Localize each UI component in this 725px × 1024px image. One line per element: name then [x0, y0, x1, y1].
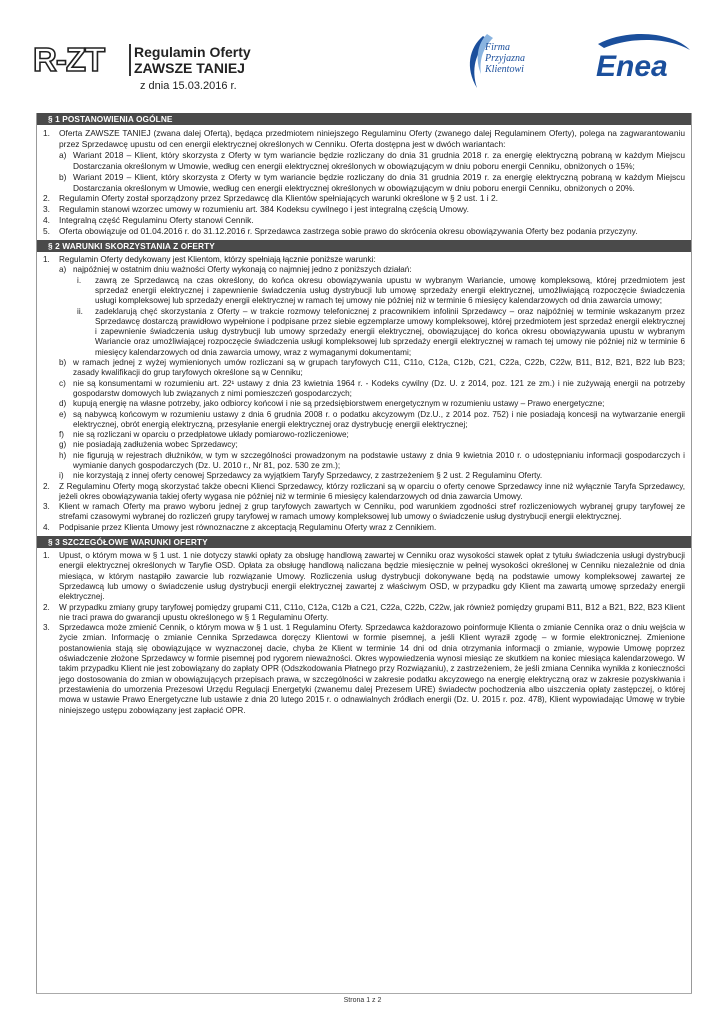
section-2-body — [37, 252, 691, 536]
list-item: 4. Podpisanie przez Klienta Umowy jest równoznaczne z akceptacją Regulaminu Oferty wraz z Cennikiem. — [43, 522, 437, 532]
friendly-company-badge — [455, 30, 525, 97]
page-number: Strona 1 z 2 — [343, 997, 382, 1004]
header-divider — [129, 44, 131, 76]
rzt-logo — [31, 42, 123, 81]
list-item: b) Wariant 2019 – Klient, który skorzysta z Oferty w tym wariancie będzie rozliczany do dnia 31 grudnia 2019 r. za energię elektryczną pobraną w każdym Miejscu Dostarczania określonym w Umowie, według cen energii elektrycznej określonych w obowiązującym w dniu poboru energii Cenniku, obniżonych o 20%. — [59, 171, 685, 193]
title-line-1: Regulamin Oferty — [134, 44, 251, 60]
rzt-logo-text: R-ZT — [33, 42, 105, 76]
section-3-body — [37, 548, 691, 719]
section-3-header: § 3 SZCZEGÓŁOWE WARUNKI OFERTY — [37, 536, 691, 548]
list-item: b) w ramach jednej z wyżej wymienionych umów rozliczani są w grupach taryfowych C11, C11o, C12a, C12b, C21, C22a, C22b, C22w, B11, B12, B21, B22 lub B23; zasady kwalifikacji do grup taryfowych określone są w Cenniku; — [59, 358, 685, 378]
list-item: 2. Z Regulaminu Oferty mogą skorzystać także obecni Klienci Sprzedawcy, którzy rozliczani są w oparciu o oferty cenowe Sprzedawcy inne niż wyłącznie Taryfa Sprzedawcy, jeżeli okres obowiązywania takiej oferty wygasa nie później niż w terminie 6 miesięcy kalendarzowych od dnia zawarcia Umowy. — [43, 481, 685, 501]
list-item: 4. Integralną część Regulaminu Oferty stanowi Cennik. — [43, 215, 254, 226]
enea-arc-icon — [598, 34, 690, 50]
list-item: d) kupują energię na własne potrzeby, jako odbiorcy końcowi i nie są przedsiębiorstwem energetycznym w rozumieniu ustawy – Prawo energetyczne; — [59, 399, 605, 409]
list-item: ii. zadeklarują chęć skorzystania z Oferty – w trakcie rozmowy telefonicznej z pracownikiem infolinii Sprzedawcy – oraz najpóźniej w terminie wskazanym przez Sprzedawcę dostarczą prawidłowo wypełnione i podpisane przez siebie egzemplarze umowy kompleksowej, której przedmiotem jest sprzedaż energii elektrycznej i zapewnienie świadczenia usług dystrybucji lub umowy sprzedaży energii elektrycznej, obowiązującej do końca okresu obowiązywania upustu w wybranym Wariancie oraz umożliwiającej rozpoczęcie świadczenia usługi kompleksowej lub sprzedaży energii elektrycznej w ramach tej umowy nie później niż w terminie 6 miesięcy kalendarzowych od dnia zawarcia umowy, wraz z wymaganymi dokumentami; — [77, 306, 685, 357]
section-1-body — [37, 125, 691, 240]
title-line-2: ZAWSZE TANIEJ — [134, 60, 245, 76]
list-item: h) nie figurują w rejestrach dłużników, w tym w szczególności prowadzonym na podstawie ustawy z dnia 9 kwietnia 2010 r. o udostępnianiu informacji gospodarczych i wymianie danych gospodarczych (Dz. U. 2010 r., Nr 81, poz. 530 ze zm.); — [59, 450, 685, 470]
document-title — [134, 44, 251, 76]
list-item: 3. Klient w ramach Oferty ma prawo wyboru jednej z grup taryfowych zawartych w Cenniku, pod warunkiem zgodności stref rozliczeniowych wybranej grupy taryfowej ze strefami czasowymi wybranej do rozliczeń grupy taryfowej w ramach umowy kompleksowej lub umowy o świadczenie usług dystrybucji energii elektrycznej. — [43, 502, 685, 522]
list-item: a) najpóźniej w ostatnim dniu ważności Oferty wykonają co najmniej jedno z poniższych działań: — [59, 265, 412, 275]
list-item: 2. Regulamin Oferty został sporządzony przez Sprzedawcę dla Klientów spełniających warunki określone w § 2 ust. 1 i 2. — [43, 193, 498, 204]
enea-wordmark: Enea — [596, 50, 668, 80]
list-item: c) nie są konsumentami w rozumieniu art. 22¹ ustawy z dnia 23 kwietnia 1964 r. - Kodeks cywilny (Dz. U. z 2014, poz. 121 ze zm.) i nie zużywają energii na potrzeby gospodarstw domowych lub związanych z nimi pomieszczeń gospodarczych; — [59, 378, 685, 398]
list-item: 1. Oferta ZAWSZE TANIEJ (zwana dalej Ofertą), będąca przedmiotem niniejszego Regulaminu Oferty (zwanego dalej Regulaminem Oferty), polega na zagwarantowaniu przez Sprzedawcę upustu od cen energii elektrycznej określonych w Cenniku. Oferta dostępna jest w dwóch wariantach: — [43, 128, 685, 149]
badge-line-2: Przyjazna — [485, 53, 525, 64]
list-item: 5. Oferta obowiązuje od 01.04.2016 r. do 31.12.2016 r. Sprzedawca zastrzega sobie prawo do skrócenia okresu obowiązywania Oferty bez podania przyczyny. — [43, 226, 638, 237]
list-item: 1. Upust, o którym mowa w § 1 ust. 1 nie dotyczy stawki opłaty za obsługę handlową zawartej w Cenniku oraz wysokości stawek opłat z tytułu świadczenia usługi dystrybucji energii elektrycznej określonych w Taryfie OSD. Opłata za obsługę handlową naliczana będzie miesięcznie w pełnej wysokości określonej w Cenniku niezależnie od dnia miesiąca, w którym nastąpiło zawarcie lub rozwiązanie Umowy. Rozliczenia usług dystrybucji dokonywane będą na podstawie umowy kompleksowej zawartej ze Sprzedawcą lub umowy o świadczenie usług dystrybucji energii elektrycznej zawartej z właściwym OSD, w przypadku gdy Klient ma zawartą umowę sprzedaży energii elektrycznej. — [43, 551, 685, 602]
enea-logo — [578, 30, 694, 85]
badge-line-1: Firma — [485, 42, 510, 53]
section-2-header: § 2 WARUNKI SKORZYSTANIA Z OFERTY — [37, 240, 691, 252]
list-item: a) Wariant 2018 – Klient, który skorzysta z Oferty w tym wariancie będzie rozliczany do dnia 31 grudnia 2018 r. za energię elektryczną pobraną w każdym Miejscu Dostarczania określonym w Umowie, według cen energii elektrycznej określonych w obowiązującym w dniu poboru energii Cenniku, obniżonych o 15%; — [59, 149, 685, 171]
list-item: f) nie są rozliczani w oparciu o przedpłatowe układy pomiarowo-rozliczeniowe; — [59, 430, 349, 440]
list-item: g) nie posiadają zadłużenia wobec Sprzedawcy; — [59, 440, 238, 450]
list-item: 3. Regulamin stanowi wzorzec umowy w rozumieniu art. 384 Kodeksu cywilnego i jest integralną częścią Umowy. — [43, 204, 469, 215]
section-1-header: § 1 POSTANOWIENIA OGÓLNE — [37, 113, 691, 125]
list-item: e) są nabywcą końcowym w rozumieniu ustawy z dnia 6 grudnia 2008 r. o podatku akcyzowym (Dz.U., z 2014 poz. 752) i nie posiadają koncesji na wytwarzanie energii elektrycznej, obrót energią elektryczną, przesyłanie energii elektrycznej oraz dystrybucję energii elektrycznej; — [59, 409, 685, 429]
list-item: i) nie korzystają z innej oferty cenowej Sprzedawcy za wyjątkiem Taryfy Sprzedawcy, z zastrzeżeniem § 2 ust. 2 Regulaminu Oferty. — [59, 471, 543, 481]
list-item: 1. Regulamin Oferty dedykowany jest Klientom, którzy spełniają łącznie poniższe warunki: — [43, 255, 376, 265]
footer-divider — [36, 993, 692, 994]
regulation-body — [36, 113, 692, 994]
badge-line-3: Klientowi — [485, 64, 524, 75]
list-item: i. zawrą ze Sprzedawcą na czas określony, do końca okresu obowiązywania upustu w wybranym Wariancie, umowę kompleksową, której przedmiotem jest sprzedaż energii elektrycznej i zapewnienie świadczenia usług dystrybucji lub umowę sprzedaży energii elektrycznej, umożliwiającą rozpoczęcie świadczenia usługi kompleksowej lub sprzedaży energii elektrycznej w ramach tej umowy nie później niż w terminie 6 miesięcy kalendarzowych od dnia zawarcia umowy; — [77, 275, 685, 306]
list-item: 3. Sprzedawca może zmienić Cennik, o którym mowa w § 1 ust. 1 Regulaminu Oferty. Sprzedawca każdorazowo poinformuje Klienta o zmianie Cennika oraz o dniu wejścia w życie zmian. Informację o zmianie Cennika Sprzedawca doręczy Klientowi w formie pisemnej, a jeśli Klient wyraził zgodę – w formie elektronicznej. Zmienione postanowienia stają się obowiązujące w wyznaczonej dacie, chyba że Klient w terminie 14 dni od dnia otrzymania informacji o zmianie, wypowie Umowę poprzez oświadczenie złożone Sprzedawcy w formie pisemnej pod rygorem nieważności. Okres wypowiedzenia wynosi miesiąc ze skutkiem na koniec miesiąca kalendarzowego. W takim przypadku Klient nie jest zobowiązany do zapłaty OPR (Odszkodowania Płatnego przy Rozwiązaniu), z zastrzeżeniem, że jeśli zmiana Cennika wynikła z konieczności jego dostosowania do zmian w obowiązujących przepisach prawa, w szczególności w zakresie podatku akcyzowego na energię elektryczną oraz w zakresie pozyskiwania i przestawienia do umorzenia Prezesowi Urzędu Regulacji Energetyki (zwanemu dalej Prezesem URE) świadectw pochodzenia albo uiszczenia opłaty zastępczej, o której mowa w ustawie Prawo Energetyczne lub ustawie z dnia 20 lutego 2015 r. o odnawialnych źródłach energii (Dz. U. 2015 r. poz. 478), Klient wypowiadając Umowę w trybie niniejszego ustępu zobowiązany jest zapłacić OPR. — [43, 623, 685, 715]
list-item: 2. W przypadku zmiany grupy taryfowej pomiędzy grupami C11, C11o, C12a, C12b a C21, C22a, C22b, C22w, jak również pomiędzy grupami B11, B12 a B21, B22, B23 Klient nie traci prawa do gwarancji upustu określonego w § 1 Regulaminu Oferty. — [43, 602, 685, 622]
document-date: z dnia 15.03.2016 r. — [140, 80, 237, 92]
